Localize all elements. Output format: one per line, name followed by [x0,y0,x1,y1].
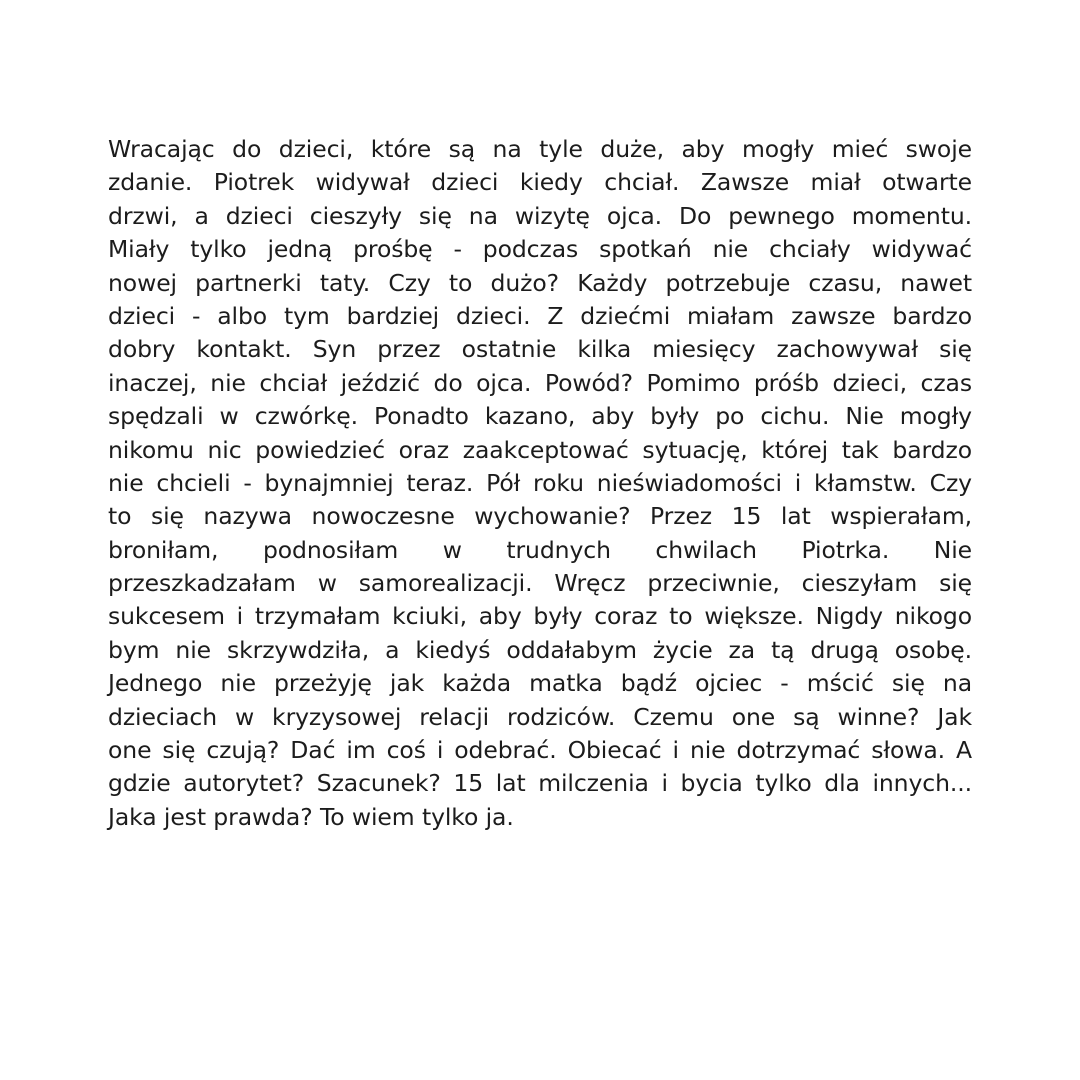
text-line: Miały tylko jedną prośbę - podczas spotkań nie chciały widywać [108,235,972,264]
text-line: drzwi, a dzieci cieszyły się na wizytę ojca. Do pewnego momentu. [108,201,972,230]
text-line: przeszkadzałam w samorealizacji. Wręcz przeciwnie, cieszyłam się [108,569,972,598]
text-line: bym nie skrzywdziła, a kiedyś oddałabym życie za tą drugą osobę. [108,635,972,664]
text-line: Jednego nie przeżyję jak każda matka bądź ojciec - mścić się na [108,669,972,698]
text-line: Jaka jest prawda? To wiem tylko ja. [108,802,514,831]
post-text [108,133,972,834]
text-line: sukcesem i trzymałam kciuki, aby były coraz to większe. Nigdy nikogo [108,602,972,631]
text-line: one się czują? Dać im coś i odebrać. Obiecać i nie dotrzymać słowa. A [108,736,972,765]
text-line: nikomu nic powiedzieć oraz zaakceptować sytuację, której tak bardzo [108,435,972,464]
text-line: spędzali w czwórkę. Ponadto kazano, aby były po cichu. Nie mogły [108,402,972,431]
text-line: dzieci - albo tym bardziej dzieci. Z dziećmi miałam zawsze bardzo [108,301,972,330]
text-line: inaczej, nie chciał jeździć do ojca. Powód? Pomimo próśb dzieci, czas [108,368,972,397]
text-line: nowej partnerki taty. Czy to dużo? Każdy potrzebuje czasu, nawet [108,268,972,297]
text-line: dobry kontakt. Syn przez ostatnie kilka miesięcy zachowywał się [108,335,972,364]
text-line: gdzie autorytet? Szacunek? 15 lat milczenia i bycia tylko dla innych... [108,769,972,798]
text-line: to się nazywa nowoczesne wychowanie? Przez 15 lat wspierałam, [108,502,972,531]
text-line: nie chcieli - bynajmniej teraz. Pół roku nieświadomości i kłamstw. Czy [108,468,972,497]
text-line: Wracając do dzieci, które są na tyle duże, aby mogły mieć swoje [108,135,972,163]
text-line: zdanie. Piotrek widywał dzieci kiedy chciał. Zawsze miał otwarte [108,168,972,197]
text-line: broniłam, podnosiłam w trudnych chwilach Piotrka. Nie [108,535,972,564]
text-line: dzieciach w kryzysowej relacji rodziców. Czemu one są winne? Jak [108,702,972,731]
